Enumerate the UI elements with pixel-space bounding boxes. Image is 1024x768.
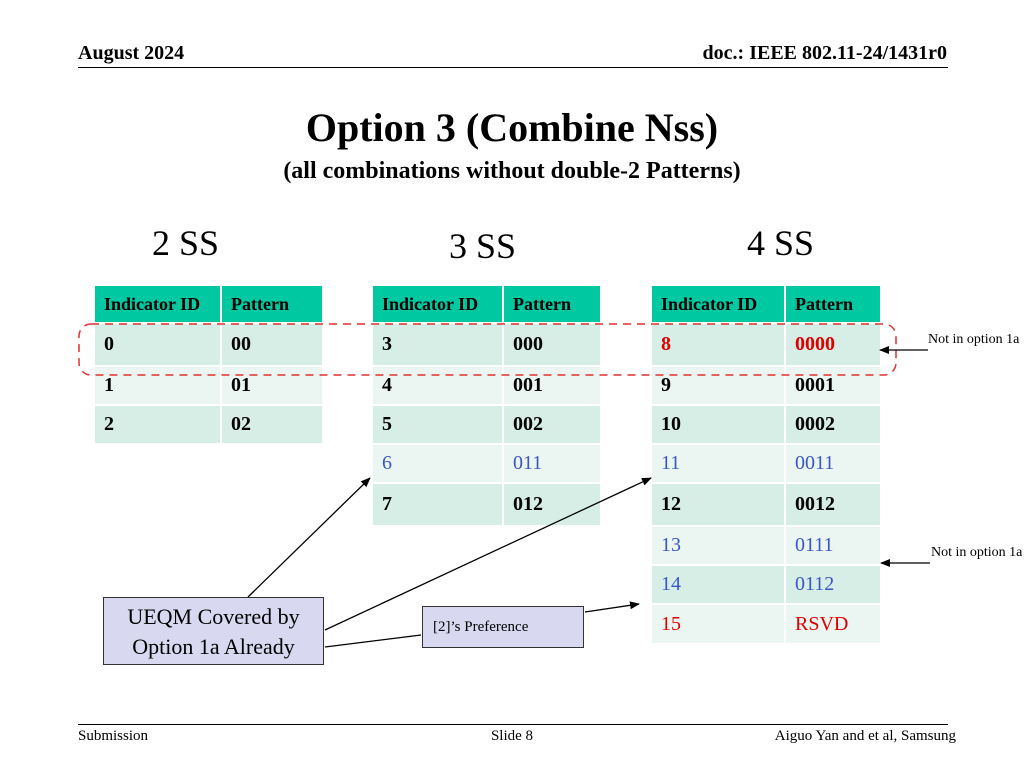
cell-indicator-id: 12 <box>652 484 786 527</box>
cell-pattern: 0011 <box>786 445 882 484</box>
cell-pattern: 02 <box>222 406 324 445</box>
cell-pattern: 011 <box>504 445 602 484</box>
footer-submission: Submission <box>78 728 149 744</box>
col-header-indicator-id: Indicator ID <box>373 286 504 324</box>
footer-rule <box>78 724 948 725</box>
col-header-pattern: Pattern <box>222 286 324 324</box>
callout-ueqm-covered: UEQM Covered by Option 1a Already <box>103 597 324 665</box>
cell-indicator-id: 2 <box>95 406 222 445</box>
col-header-indicator-id: Indicator ID <box>652 286 786 324</box>
header-doc-id: doc.: IEEE 802.11-24/1431r0 <box>702 42 947 64</box>
cell-pattern: 0012 <box>786 484 882 527</box>
slide-title: Option 3 (Combine Nss) <box>305 105 719 150</box>
cell-indicator-id: 9 <box>652 367 786 406</box>
cell-pattern: RSVD <box>786 605 882 645</box>
cell-pattern: 0111 <box>786 527 882 566</box>
cell-indicator-id: 11 <box>652 445 786 484</box>
arrow-pref-to-14 <box>585 604 639 612</box>
note-not-in-option-1a-bottom: Not in option 1a <box>931 545 1023 560</box>
cell-indicator-id: 13 <box>652 527 786 566</box>
col-header-pattern: Pattern <box>504 286 602 324</box>
cell-pattern: 00 <box>222 324 324 367</box>
label-3ss: 3 SS <box>449 226 517 266</box>
cell-indicator-id: 0 <box>95 324 222 367</box>
cell-pattern: 0000 <box>786 324 882 367</box>
cell-pattern: 0001 <box>786 367 882 406</box>
arrow-ueqm-to-pref <box>325 635 421 647</box>
cell-indicator-id: 3 <box>373 324 504 367</box>
cell-pattern: 0002 <box>786 406 882 445</box>
cell-pattern: 012 <box>504 484 602 527</box>
cell-indicator-id: 8 <box>652 324 786 367</box>
cell-pattern: 0112 <box>786 566 882 605</box>
cell-indicator-id: 1 <box>95 367 222 406</box>
cell-pattern: 002 <box>504 406 602 445</box>
cell-indicator-id: 6 <box>373 445 504 484</box>
arrow-ueqm-to-6 <box>248 478 370 597</box>
cell-pattern: 000 <box>504 324 602 367</box>
col-header-indicator-id: Indicator ID <box>95 286 222 324</box>
col-header-pattern: Pattern <box>786 286 882 324</box>
cell-indicator-id: 5 <box>373 406 504 445</box>
cell-pattern: 001 <box>504 367 602 406</box>
cell-indicator-id: 4 <box>373 367 504 406</box>
label-2ss: 2 SS <box>152 223 220 263</box>
cell-indicator-id: 15 <box>652 605 786 645</box>
cell-pattern: 01 <box>222 367 324 406</box>
label-4ss: 4 SS <box>747 223 815 263</box>
footer-authors: Aiguo Yan and et al, Samsung <box>774 728 956 744</box>
header-date: August 2024 <box>78 42 185 64</box>
cell-indicator-id: 10 <box>652 406 786 445</box>
dashed-highlight-box <box>79 324 896 375</box>
slide-subtitle: (all combinations without double-2 Patterns) <box>283 158 741 184</box>
cell-indicator-id: 14 <box>652 566 786 605</box>
callout-preference: [2]’s Preference <box>422 606 584 648</box>
footer-slide-number: Slide 8 <box>490 728 534 744</box>
cell-indicator-id: 7 <box>373 484 504 527</box>
note-not-in-option-1a-top: Not in option 1a <box>928 332 1020 347</box>
